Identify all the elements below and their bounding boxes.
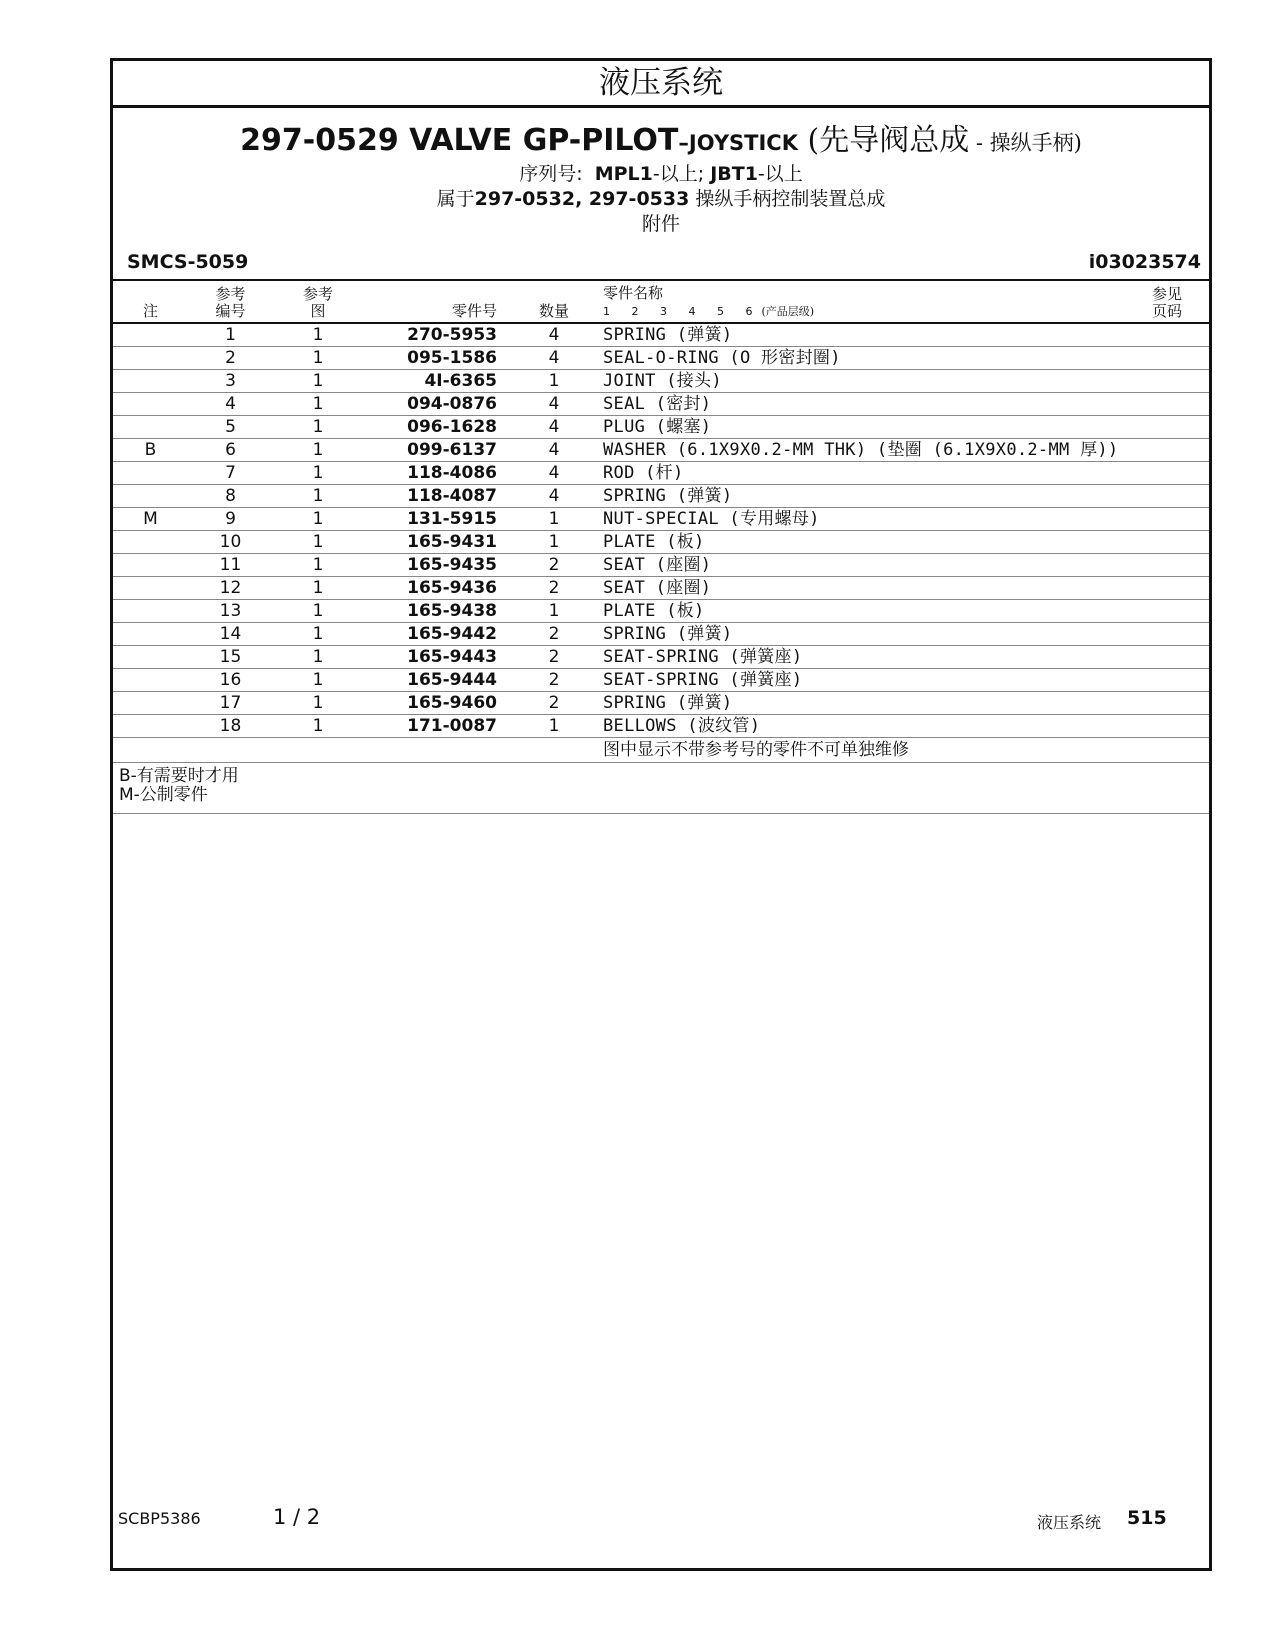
- attachment-label: 附件: [641, 213, 680, 235]
- cell-name: SPRING (弹簧): [599, 623, 1125, 646]
- table-row: [113, 323, 1209, 347]
- cell-page: [1125, 692, 1209, 715]
- cell-name: SEAL (密封): [599, 393, 1125, 416]
- cell-page: [1125, 669, 1209, 692]
- cell-page: [1125, 485, 1209, 508]
- cell-page: [1125, 600, 1209, 623]
- cell-name: SEAT-SPRING (弹簧座): [599, 646, 1125, 669]
- cell-qty: 4: [509, 393, 599, 416]
- footer-section-name: 液压系统: [1037, 1513, 1102, 1532]
- title-name-suffix: –JOYSTICK: [678, 131, 798, 155]
- belongs-prefix: 属于: [436, 188, 475, 210]
- cell-ref: 6: [188, 439, 273, 462]
- cell-note: [113, 669, 188, 692]
- cell-ref: 3: [188, 370, 273, 393]
- footnote-text: 图中显示不带参考号的零件不可单独维修: [599, 738, 1125, 763]
- table-row: [113, 577, 1209, 600]
- cell-ref: 9: [188, 508, 273, 531]
- cell-ref: 5: [188, 416, 273, 439]
- cell-name: WASHER (6.1X9X0.2-MM THK) (垫圈 (6.1X9X0.2-MM 厚)): [599, 439, 1125, 462]
- col-header-qty: 数量: [509, 281, 599, 323]
- table-row: [113, 370, 1209, 393]
- cell-name: SEAT (座圈): [599, 577, 1125, 600]
- cell-page: [1125, 508, 1209, 531]
- cell-qty: 2: [509, 669, 599, 692]
- cell-qty: 2: [509, 577, 599, 600]
- cell-fig: 1: [273, 393, 363, 416]
- footnote-row: [113, 738, 1209, 763]
- table-row: [113, 692, 1209, 715]
- cell-note: [113, 577, 188, 600]
- cell-qty: 2: [509, 623, 599, 646]
- cell-name: SEAT-SPRING (弹簧座): [599, 669, 1125, 692]
- cell-page: [1125, 646, 1209, 669]
- footer-page-number: 515: [1127, 1507, 1167, 1529]
- table-row: [113, 600, 1209, 623]
- cell-fig: 1: [273, 416, 363, 439]
- cell-fig: 1: [273, 485, 363, 508]
- cell-page: [1125, 393, 1209, 416]
- cell-ref: 17: [188, 692, 273, 715]
- cell-fig: 1: [273, 577, 363, 600]
- cell-name: SPRING (弹簧): [599, 692, 1125, 715]
- title-chinese-sub: - 操纵手柄): [969, 131, 1082, 155]
- cell-page: [1125, 439, 1209, 462]
- cell-name: SPRING (弹簧): [599, 485, 1125, 508]
- table-row: [113, 439, 1209, 462]
- cell-fig: 1: [273, 692, 363, 715]
- cell-fig: 1: [273, 439, 363, 462]
- footer-doc-code: SCBP5386: [118, 1509, 201, 1528]
- cell-page: [1125, 370, 1209, 393]
- cell-note: [113, 600, 188, 623]
- cell-page: [1125, 347, 1209, 370]
- table-row: [113, 485, 1209, 508]
- table-row: [113, 393, 1209, 416]
- cell-part: 095-1586: [363, 347, 509, 370]
- smcs-code: SMCS-5059: [127, 251, 249, 273]
- title-chinese: (先导阀总成: [797, 123, 970, 158]
- cell-page: [1125, 554, 1209, 577]
- cell-ref: 15: [188, 646, 273, 669]
- col-header-see-page: 参见 页码: [1125, 281, 1209, 323]
- cell-note: [113, 554, 188, 577]
- table-row: [113, 715, 1209, 738]
- cell-qty: 2: [509, 646, 599, 669]
- belongs-suffix: 操纵手柄控制装置总成: [689, 188, 886, 210]
- serial-prefix-a: MPL1: [594, 163, 653, 185]
- cell-note: [113, 323, 188, 347]
- cell-part: 094-0876: [363, 393, 509, 416]
- legend-item-b: B-有需要时才用: [119, 766, 239, 786]
- cell-note: [113, 715, 188, 738]
- cell-note: [113, 462, 188, 485]
- cell-qty: 4: [509, 347, 599, 370]
- cell-fig: 1: [273, 531, 363, 554]
- belongs-line: [113, 187, 1209, 212]
- cell-ref: 4: [188, 393, 273, 416]
- footer-page-count: 1 / 2: [273, 1505, 321, 1529]
- table-row: [113, 669, 1209, 692]
- cell-name: PLUG (螺塞): [599, 416, 1125, 439]
- cell-part: 099-6137: [363, 439, 509, 462]
- page-title: [113, 122, 1209, 162]
- cell-note: [113, 416, 188, 439]
- cell-page: [1125, 323, 1209, 347]
- cell-ref: 8: [188, 485, 273, 508]
- cell-part: 165-9438: [363, 600, 509, 623]
- cell-qty: 2: [509, 692, 599, 715]
- cell-page: [1125, 623, 1209, 646]
- cell-qty: 1: [509, 531, 599, 554]
- cell-ref: 12: [188, 577, 273, 600]
- page-footer: [0, 1505, 1275, 1535]
- product-levels-note: (产品层级): [761, 305, 815, 318]
- cell-fig: 1: [273, 370, 363, 393]
- cell-part: 131-5915: [363, 508, 509, 531]
- cell-name: SEAT (座圈): [599, 554, 1125, 577]
- serial-suffix-a: -以上;: [652, 163, 705, 185]
- legend: [113, 763, 1209, 814]
- cell-qty: 4: [509, 416, 599, 439]
- cell-page: [1125, 416, 1209, 439]
- cell-ref: 1: [188, 323, 273, 347]
- cell-fig: 1: [273, 508, 363, 531]
- serial-line: [113, 162, 1209, 187]
- cell-ref: 2: [188, 347, 273, 370]
- page-frame: [110, 58, 1212, 1571]
- cell-part: 096-1628: [363, 416, 509, 439]
- legend-item-m: M-公制零件: [119, 785, 208, 805]
- col-header-note: 注: [113, 281, 188, 323]
- col-header-ref-fig: 参考 图: [273, 281, 363, 323]
- cell-fig: 1: [273, 669, 363, 692]
- cell-note: M: [113, 508, 188, 531]
- cell-part: 118-4087: [363, 485, 509, 508]
- cell-part: 165-9443: [363, 646, 509, 669]
- cell-fig: 1: [273, 554, 363, 577]
- cell-part: 4I-6365: [363, 370, 509, 393]
- cell-note: [113, 347, 188, 370]
- cell-name: BELLOWS (波纹管): [599, 715, 1125, 738]
- cell-note: [113, 393, 188, 416]
- document-id: i03023574: [1088, 251, 1201, 273]
- col-header-part-name: 零件名称 1 2 3 4 5 6(产品层级): [599, 281, 1125, 323]
- cell-part: 165-9442: [363, 623, 509, 646]
- cell-note: [113, 692, 188, 715]
- cell-note: [113, 485, 188, 508]
- cell-fig: 1: [273, 462, 363, 485]
- cell-page: [1125, 531, 1209, 554]
- info-row: [113, 251, 1209, 281]
- cell-qty: 1: [509, 370, 599, 393]
- section-header: 液压系统: [113, 61, 1209, 108]
- table-row: [113, 462, 1209, 485]
- table-row: [113, 347, 1209, 370]
- cell-part: 171-0087: [363, 715, 509, 738]
- serial-prefix-b: JBT1: [710, 163, 758, 185]
- cell-qty: 2: [509, 554, 599, 577]
- cell-name: SPRING (弹簧): [599, 323, 1125, 347]
- cell-part: 270-5953: [363, 323, 509, 347]
- cell-page: [1125, 715, 1209, 738]
- cell-part: 118-4086: [363, 462, 509, 485]
- table-row: [113, 554, 1209, 577]
- cell-page: [1125, 462, 1209, 485]
- cell-fig: 1: [273, 323, 363, 347]
- cell-note: [113, 646, 188, 669]
- cell-qty: 1: [509, 600, 599, 623]
- parts-table: [113, 281, 1209, 763]
- cell-part: 165-9435: [363, 554, 509, 577]
- table-row: [113, 416, 1209, 439]
- cell-name: PLATE (板): [599, 600, 1125, 623]
- cell-note: [113, 531, 188, 554]
- title-block: [113, 122, 1209, 237]
- cell-ref: 18: [188, 715, 273, 738]
- table-header-row: [113, 281, 1209, 323]
- cell-part: 165-9436: [363, 577, 509, 600]
- cell-ref: 13: [188, 600, 273, 623]
- cell-fig: 1: [273, 347, 363, 370]
- cell-name: PLATE (板): [599, 531, 1125, 554]
- cell-part: 165-9444: [363, 669, 509, 692]
- title-name: VALVE GP-PILOT: [409, 123, 679, 158]
- cell-ref: 7: [188, 462, 273, 485]
- cell-qty: 4: [509, 439, 599, 462]
- cell-ref: 14: [188, 623, 273, 646]
- cell-note: B: [113, 439, 188, 462]
- col-header-part-no: 零件号: [363, 281, 509, 323]
- title-part-number: 297-0529: [240, 123, 399, 158]
- product-levels: 1 2 3 4 5 6: [603, 305, 762, 318]
- cell-name: JOINT (接头): [599, 370, 1125, 393]
- table-row: [113, 623, 1209, 646]
- cell-qty: 1: [509, 508, 599, 531]
- serial-label: 序列号:: [519, 163, 583, 185]
- belongs-parts: 297-0532, 297-0533: [474, 188, 690, 210]
- cell-name: ROD (杆): [599, 462, 1125, 485]
- cell-ref: 10: [188, 531, 273, 554]
- cell-qty: 1: [509, 715, 599, 738]
- cell-note: [113, 623, 188, 646]
- cell-qty: 4: [509, 462, 599, 485]
- cell-name: SEAL-O-RING (O 形密封圈): [599, 347, 1125, 370]
- cell-name: NUT-SPECIAL (专用螺母): [599, 508, 1125, 531]
- cell-fig: 1: [273, 715, 363, 738]
- table-row: [113, 508, 1209, 531]
- cell-fig: 1: [273, 646, 363, 669]
- cell-part: 165-9431: [363, 531, 509, 554]
- cell-fig: 1: [273, 600, 363, 623]
- serial-suffix-b: -以上: [757, 163, 803, 185]
- cell-ref: 16: [188, 669, 273, 692]
- cell-part: 165-9460: [363, 692, 509, 715]
- col-header-ref-no: 参考 编号: [188, 281, 273, 323]
- table-row: [113, 531, 1209, 554]
- cell-qty: 4: [509, 485, 599, 508]
- cell-qty: 4: [509, 323, 599, 347]
- cell-fig: 1: [273, 623, 363, 646]
- cell-ref: 11: [188, 554, 273, 577]
- table-row: [113, 646, 1209, 669]
- cell-page: [1125, 577, 1209, 600]
- cell-note: [113, 370, 188, 393]
